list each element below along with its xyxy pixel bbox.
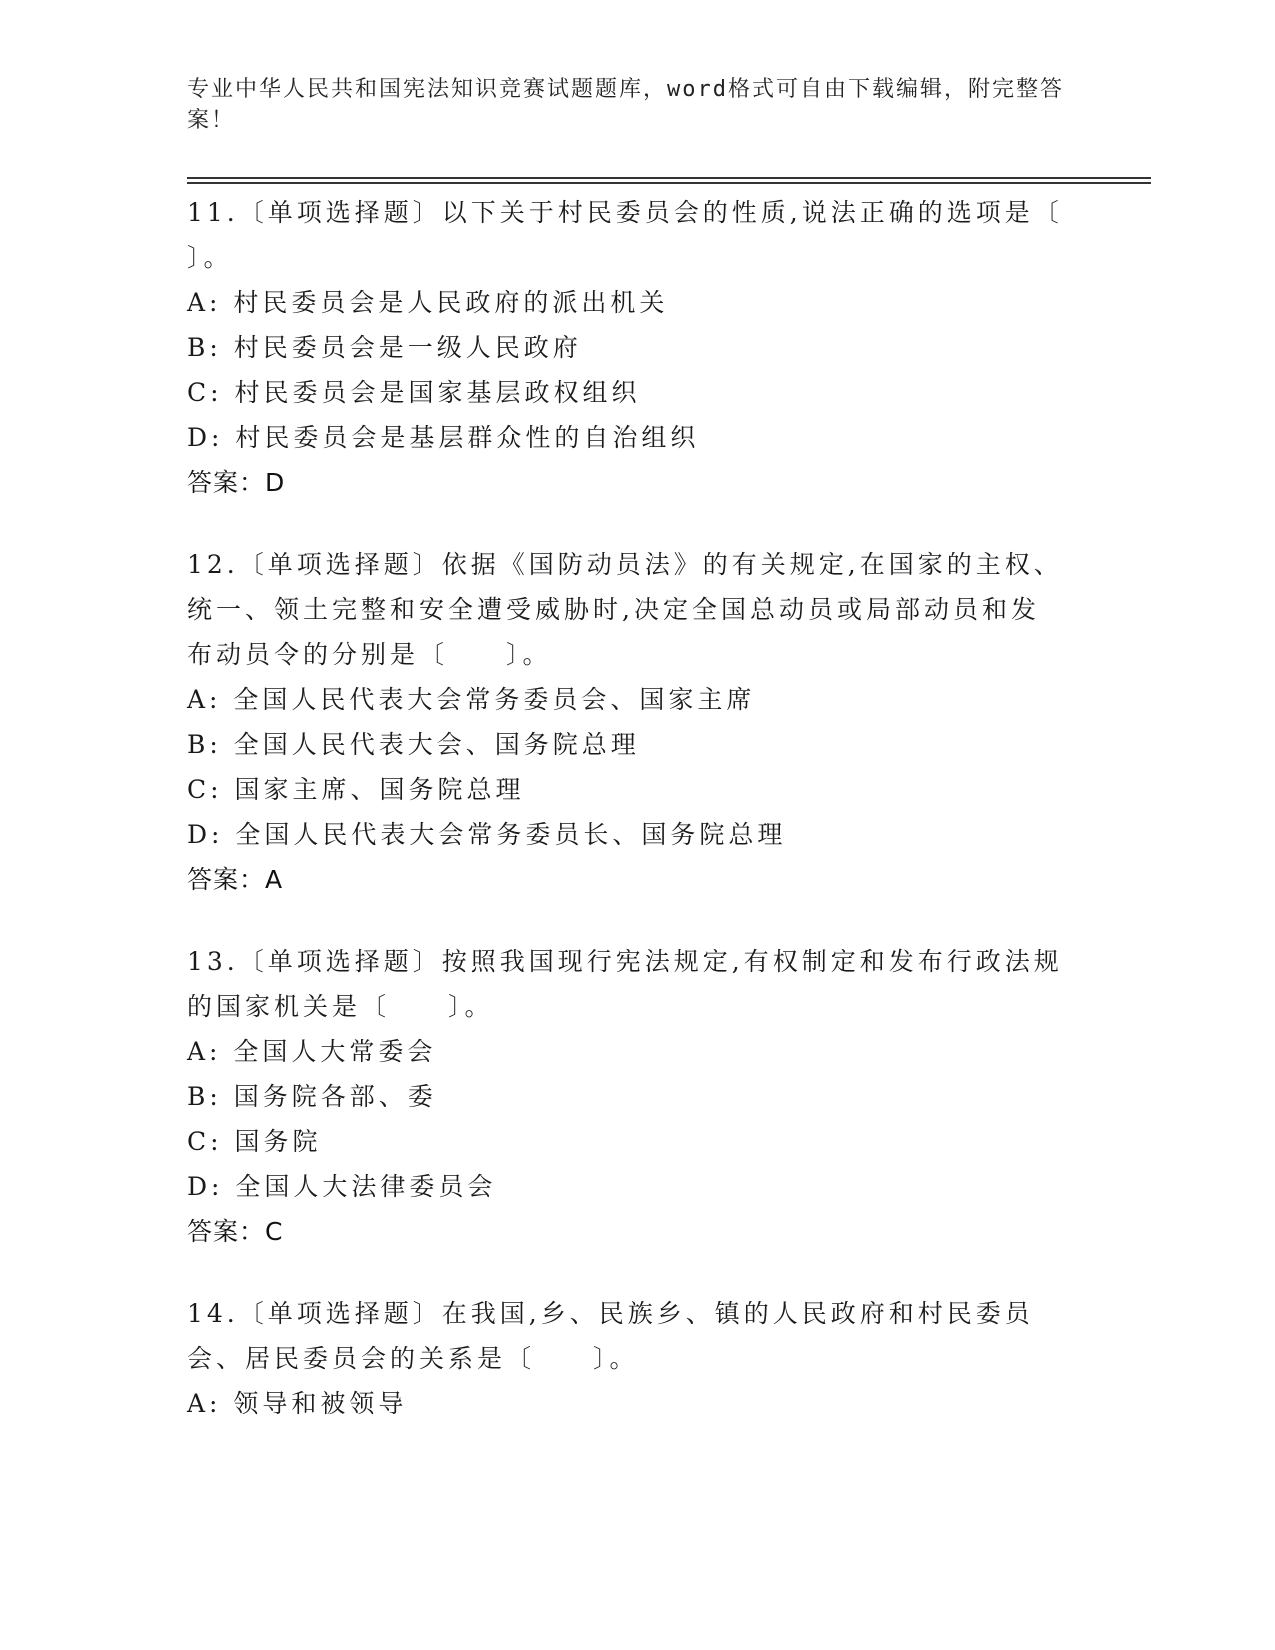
question-stem: 14.〔单项选择题〕在我国,乡、民族乡、镇的人民政府和村民委员会、居民委员会的关系是〔 〕。: [187, 1299, 1034, 1373]
answer: 答案：C: [187, 1217, 284, 1246]
option-a: A: 村民委员会是人民政府的派出机关: [187, 288, 669, 317]
option-b: B: 村民委员会是一级人民政府: [187, 333, 582, 362]
header-divider-bottom: [187, 182, 1151, 184]
option-a: A: 全国人民代表大会常务委员会、国家主席: [187, 685, 756, 714]
option-d: D: 全国人民代表大会常务委员长、国务院总理: [187, 820, 787, 849]
option-d: D: 村民委员会是基层群众性的自治组织: [187, 423, 700, 452]
document-header: 专业中华人民共和国宪法知识竞赛试题题库，word格式可自由下载编辑，附完整答案！: [187, 77, 1064, 133]
option-d: D: 全国人大法律委员会: [187, 1172, 497, 1201]
option-a: A: 全国人大常委会: [187, 1037, 437, 1066]
option-b: B: 国务院各部、委: [187, 1082, 437, 1111]
option-c: C: 村民委员会是国家基层政权组织: [187, 378, 641, 407]
question-11: [187, 190, 1067, 505]
option-c: C: 国家主席、国务院总理: [187, 775, 525, 804]
question-13: [187, 939, 1067, 1254]
question-12: [187, 542, 1067, 902]
question-stem: 13.〔单项选择题〕按照我国现行宪法规定,有权制定和发布行政法规的国家机关是〔 〕。: [187, 947, 1063, 1021]
question-stem: 12.〔单项选择题〕依据《国防动员法》的有关规定,在国家的主权、统一、领土完整和安全遭受威胁时,决定全国总动员或局部动员和发布动员令的分别是〔 〕。: [187, 550, 1063, 669]
question-list: [187, 190, 1067, 1463]
question-stem: 11.〔单项选择题〕以下关于村民委员会的性质,说法正确的选项是〔 〕。: [187, 198, 1063, 272]
question-14: [187, 1291, 1067, 1426]
answer: 答案：D: [187, 468, 286, 497]
header-divider-top: [187, 177, 1151, 179]
answer: 答案：A: [187, 865, 284, 894]
option-c: C: 国务院: [187, 1127, 322, 1156]
option-a: A: 领导和被领导: [187, 1389, 408, 1418]
option-b: B: 全国人民代表大会、国务院总理: [187, 730, 640, 759]
